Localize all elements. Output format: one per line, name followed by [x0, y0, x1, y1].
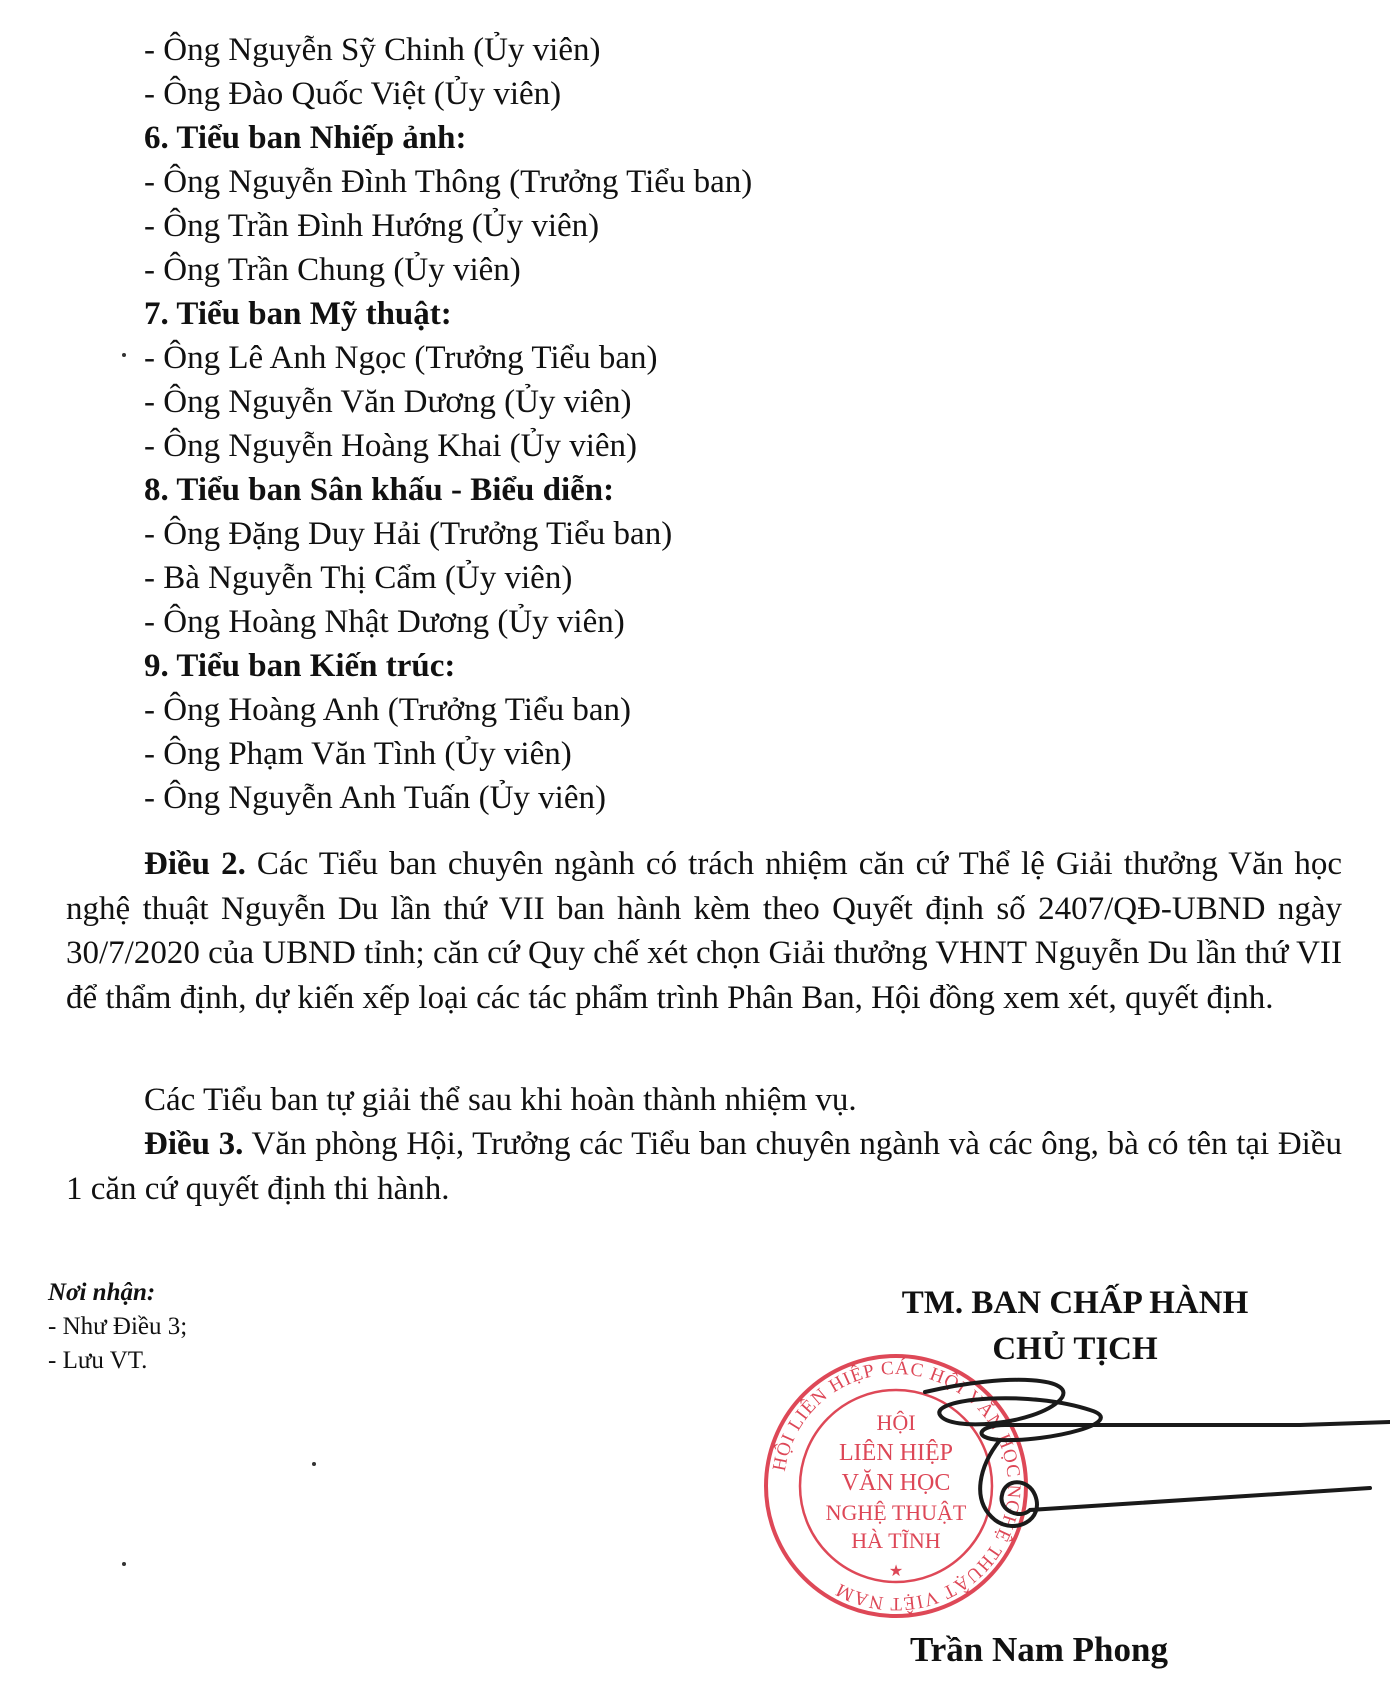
recipients-title: Nơi nhận:: [48, 1279, 156, 1306]
svg-text:HÀ TĨNH: HÀ TĨNH: [851, 1528, 941, 1553]
signature-title-line1: TM. BAN CHẤP HÀNH: [901, 1285, 1249, 1321]
article-3-text: Văn phòng Hội, Trưởng các Tiểu ban chuyên ngành và các ông, bà có tên tại Điều 1 căn cứ quyết định thi hành.: [66, 1126, 1342, 1207]
member-line: - Ông Trần Chung (Ủy viên): [144, 252, 521, 288]
article-2-text: Các Tiểu ban chuyên ngành có trách nhiệm căn cứ Thể lệ Giải thưởng Văn học nghệ thuật Nguyễn Du lần thứ VII ban hành kèm theo Quyết định số 2407/QĐ-UBND ngày 30/7/2020 của UBND tỉnh; căn cứ Quy chế xét chọn Giải thưởng VHNT Nguyễn Du lần thứ VII để thẩm định, dự kiến xếp loại các tác phẩm trình Phân Ban, Hội đồng xem xét, quyết định.: [66, 846, 1343, 1016]
member-line: - Ông Nguyễn Sỹ Chinh (Ủy viên): [144, 32, 601, 68]
article-3-label: Điều 3.: [144, 1126, 244, 1162]
article-2-label: Điều 2.: [144, 846, 246, 882]
member-line: - Ông Hoàng Anh (Trưởng Tiểu ban): [144, 692, 631, 728]
section-heading: 6. Tiểu ban Nhiếp ảnh:: [144, 120, 467, 156]
svg-text:VĂN HỌC: VĂN HỌC: [841, 1470, 951, 1496]
article-2-paragraph: [66, 842, 1342, 1020]
scan-speck: [122, 1562, 126, 1566]
scan-speck: [312, 1462, 316, 1466]
member-line: - Ông Phạm Văn Tình (Ủy viên): [144, 736, 572, 772]
section-heading: 8. Tiểu ban Sân khấu - Biểu diễn:: [144, 472, 615, 508]
recipient-item: - Lưu VT.: [48, 1347, 148, 1374]
dissolve-paragraph: Các Tiểu ban tự giải thể sau khi hoàn thành nhiệm vụ.: [144, 1082, 857, 1118]
svg-text:★: ★: [888, 1563, 904, 1580]
member-line: - Ông Nguyễn Đình Thông (Trưởng Tiểu ban): [144, 164, 753, 200]
member-line: - Ông Đào Quốc Việt (Ủy viên): [144, 76, 562, 112]
svg-text:HỘI: HỘI: [876, 1410, 916, 1435]
article-3-paragraph: [66, 1122, 1342, 1211]
member-line: - Ông Hoàng Nhật Dương (Ủy viên): [144, 604, 625, 640]
member-line: - Ông Nguyễn Văn Dương (Ủy viên): [144, 384, 632, 420]
handwritten-signature: [830, 1370, 1390, 1570]
signer-name: Trần Nam Phong: [910, 1630, 1168, 1669]
scan-speck: [122, 353, 126, 357]
member-line: - Ông Lê Anh Ngọc (Trưởng Tiểu ban): [144, 340, 658, 376]
signature-title-line2: CHỦ TỊCH: [992, 1331, 1158, 1367]
member-line: - Bà Nguyễn Thị Cẩm (Ủy viên): [144, 560, 573, 596]
svg-text:NGHỆ THUẬT: NGHỆ THUẬT: [825, 1500, 967, 1525]
recipients-block: [48, 1276, 187, 1378]
member-line: - Ông Nguyễn Anh Tuấn (Ủy viên): [144, 780, 606, 816]
member-line: - Ông Đặng Duy Hải (Trưởng Tiểu ban): [144, 516, 673, 552]
recipient-item: - Như Điều 3;: [48, 1313, 188, 1340]
section-heading: 9. Tiểu ban Kiến trúc:: [144, 648, 456, 684]
svg-text:HỘI LIÊN HIỆP CÁC HỘI VĂN HỌC: HỘI LIÊN HIỆP CÁC HỘI VĂN HỌC NGHỆ THUẬT VIỆT NAM: [768, 1357, 1025, 1615]
svg-text:LIÊN HIỆP: LIÊN HIỆP: [839, 1440, 953, 1466]
section-heading: 7. Tiểu ban Mỹ thuật:: [144, 296, 452, 332]
member-line: - Ông Trần Đình Hướng (Ủy viên): [144, 208, 600, 244]
member-line: - Ông Nguyễn Hoàng Khai (Ủy viên): [144, 428, 638, 464]
